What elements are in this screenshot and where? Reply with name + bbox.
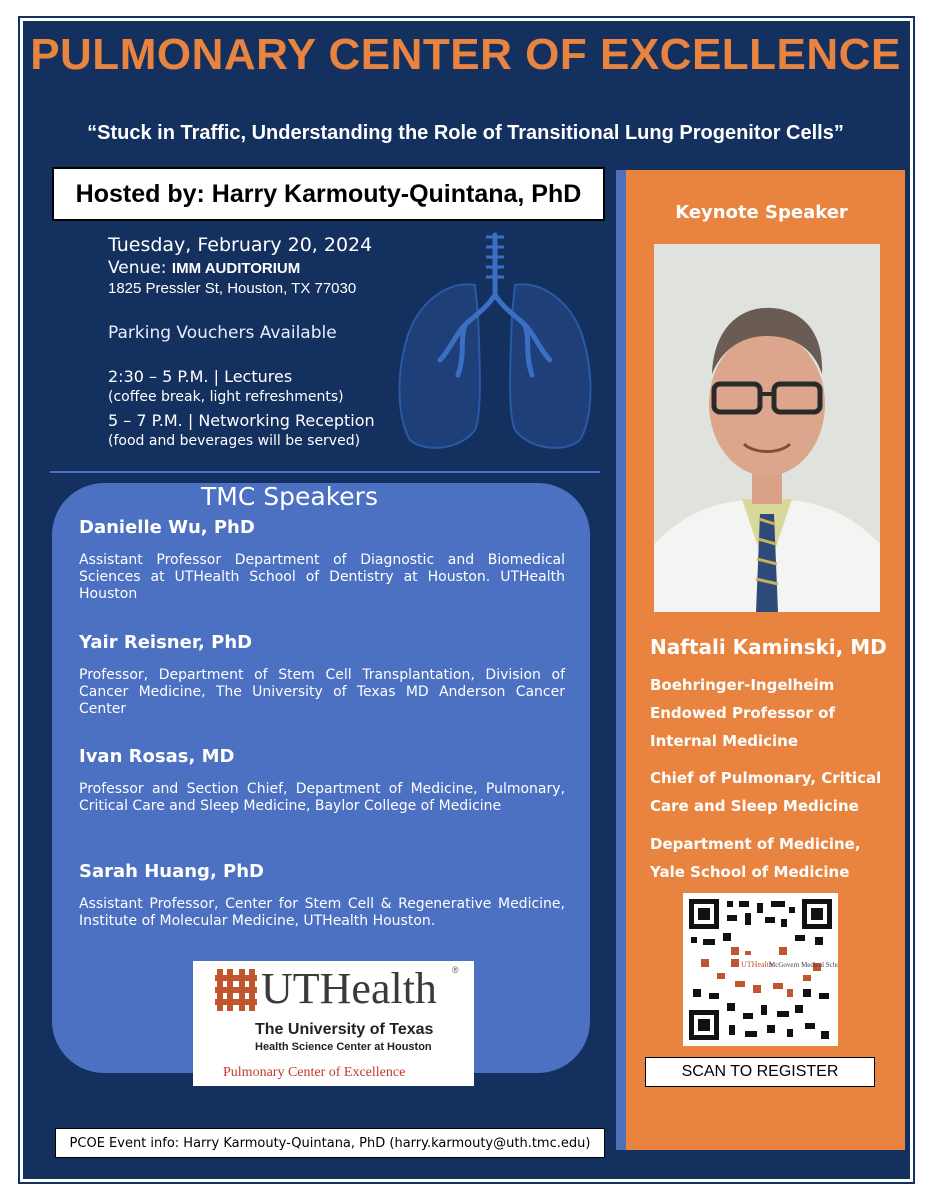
speaker-portrait-icon [654, 244, 880, 612]
host-box [52, 167, 605, 221]
host-text: Hosted by: Harry Karmouty-Quintana, PhD [75, 179, 582, 208]
logo-center: Health Science Center at Houston [255, 1041, 432, 1053]
logo-university: The University of Texas [255, 1021, 434, 1038]
speaker-item [79, 632, 565, 718]
parking-note: Parking Vouchers Available [108, 323, 337, 343]
poster-title: PULMONARY CENTER OF EXCELLENCE [30, 30, 901, 79]
speaker-item [79, 517, 565, 603]
keynote-label: Keynote Speaker [675, 202, 848, 223]
logo-program: Pulmonary Center of Excellence [223, 1065, 406, 1080]
speaker-item [79, 861, 565, 930]
qr-code-icon [683, 893, 838, 1046]
session-lectures-note: (coffee break, light refreshments) [108, 389, 344, 405]
speaker-name: Sarah Huang, PhD [79, 861, 264, 882]
keynote-speaker-photo [654, 244, 880, 612]
lungs-icon [380, 225, 610, 465]
speaker-name: Danielle Wu, PhD [79, 517, 255, 538]
speaker-description: Professor, Department of Stem Cell Transplantation, Division of Cancer Medicine, The University of Texas MD Anderson Cancer Center [79, 667, 565, 718]
contact-text: PCOE Event info: Harry Karmouty-Quintana, PhD (harry.karmouty@uth.tmc.edu) [69, 1135, 591, 1151]
qr-brand-secondary: McGovern Medical School [769, 961, 838, 969]
keynote-role: Department of Medicine, Yale School of Medicine [650, 835, 861, 881]
event-date: Tuesday, February 20, 2024 [108, 234, 373, 256]
registration-qr-code[interactable] [683, 893, 838, 1046]
speaker-description: Assistant Professor Department of Diagnostic and Biomedical Sciences at UTHealth School of Dentistry at Houston. UTHealth Houston [79, 552, 565, 603]
logo-registered: ® [452, 965, 459, 975]
section-divider [50, 471, 600, 473]
venue-label: Venue: [108, 258, 167, 278]
event-details [108, 234, 375, 449]
session-reception: 5 – 7 P.M. | Networking Reception [108, 411, 375, 430]
speaker-name: Yair Reisner, PhD [79, 632, 253, 653]
scan-to-register-label: SCAN TO REGISTER [645, 1057, 875, 1087]
qr-brand-primary: UTHealth [741, 960, 773, 969]
venue-line [108, 258, 375, 278]
speaker-description: Professor and Section Chief, Department of Medicine, Pulmonary, Critical Care and Sleep Medicine, Baylor College of Medicine [79, 781, 565, 815]
keynote-role: Boehringer-Ingelheim Endowed Professor of Internal Medicine [650, 676, 835, 750]
speaker-name: Ivan Rosas, MD [79, 746, 235, 767]
speaker-description: Assistant Professor, Center for Stem Cell & Regenerative Medicine, Institute of Molecular Medicine, UTHealth Houston. [79, 896, 565, 930]
speaker-item [79, 746, 565, 815]
session-lectures: 2:30 – 5 P.M. | Lectures [108, 367, 293, 386]
logo-wordmark: UTHealth [261, 964, 437, 1013]
keynote-role: Chief of Pulmonary, Critical Care and Sleep Medicine [650, 769, 882, 815]
session-reception-note: (food and beverages will be served) [108, 433, 361, 449]
uthealth-emblem-icon [215, 967, 257, 1013]
talk-subtitle: “Stuck in Traffic, Understanding the Role of Transitional Lung Progenitor Cells” [87, 122, 844, 144]
keynote-speaker-name: Naftali Kaminski, MD [650, 635, 887, 659]
uthealth-logo [193, 961, 474, 1086]
footer-contact [55, 1128, 605, 1158]
tmc-speakers-heading: TMC Speakers [201, 482, 378, 511]
venue-name: IMM AUDITORIUM [171, 260, 301, 277]
venue-address: 1825 Pressler St, Houston, TX 77030 [108, 280, 357, 297]
